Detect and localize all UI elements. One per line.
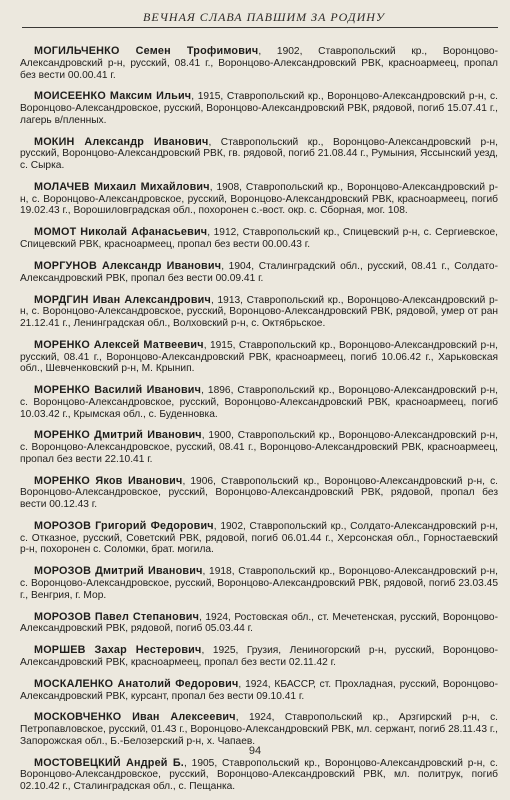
list-item [20,385,498,420]
person-details: , 1900, Ставропольский кр., Воронцово-Александровский р-н, с. Воронцово-Александровское, русский, 08.41 г., Воронцово-Александровский РВК, красноармеец, пропал без вести 22.10.41 г. [20,430,498,465]
list-item [20,137,498,172]
list-item [20,91,498,126]
person-details: , 1908, Ставропольский кр., Воронцово-Александровский р-н, с. Воронцово-Александровское, русский, Воронцово-Александровский РВК, красноармеец, погиб 19.02.43 г., Ворошиловградская обл., похоронен с.-вост. окр. с. Сборная, мог. 108. [20,182,498,217]
person-details: , Ставропольский кр., Воронцово-Александровский р-н, русский, Воронцово-Александровский РВК, гв. рядовой, погиб 21.08.44 г., Румыния, Яссынский уезд, с. Сырка. [20,136,498,172]
person-name: МОРШЕВ Захар Нестерович [34,644,202,657]
person-details: , 1896, Ставропольский кр., Воронцово-Александровский р-н, с. Воронцово-Александровское, русский, Воронцово-Александровский РВК, красноармеец, погиб 10.03.42 г., Крымская обл., с. Буденновка. [20,385,498,420]
person-name: МОРЕНКО Василий Иванович [34,384,202,397]
header-rule [22,27,498,28]
person-name: МОКИН Александр Иванович [34,135,209,148]
page-number: 94 [248,745,262,757]
person-name: МОСКОВЧЕНКО Иван Алексеевич [34,711,236,724]
person-details: , 1915, Ставропольский кр., Воронцово-Александровский р-н, русский, 08.41 г., Воронцово-Александровский РВК, красноармеец, погиб 10.06.42 г., Харьковская обл., Шевченковский р-н, М. Крынип. [20,339,498,375]
person-details: , 1913, Ставропольский кр., Воронцово-Александровский р-н, с. Воронцово-Александровское, русский, Воронцово-Александровский РВК, рядовой, умер от ран 21.12.41 г., Ленинградская обл., Волховский р-н, с. Октябрьское. [20,294,498,329]
person-name: МОРГУНОВ Александр Иванович [34,259,222,272]
person-name: МОРОЗОВ Павел Степанович [34,610,200,623]
person-name: МОИСЕЕНКО Максим Ильич [34,90,192,103]
person-name: МОРЕНКО Алексей Матвеевич [34,338,204,351]
list-item [20,758,498,793]
person-details: , 1925, Грузия, Лениногорский р-н, русский, Воронцово-Александровский РВК, красноармеец, пропал без вести 02.11.42 г. [20,645,498,668]
list-item [20,476,498,511]
list-item [20,645,498,668]
person-name: МОРОЗОВ Григорий Федорович [34,520,214,533]
entries-list [20,36,498,800]
list-item [20,46,498,81]
person-name: МОГИЛЬЧЕНКО Семен Трофимович [34,45,259,58]
person-details: , 1912, Ставропольский кр., Спицевский р-н, с. Сергиевское, Спицевский РВК, красноармеец, пропал без вести 00.00.43 г. [20,227,499,251]
person-details: , 1905, Ставропольский кр., Воронцово-Александровский р-н, с. Воронцово-Александровское, русский, Воронцово-Александровский РВК, мл. политрук, погиб 02.10.42 г., Сталинградская обл., с. Пещанка. [20,757,498,793]
person-details: , 1918, Ставропольский кр., Воронцово-Александровский р-н, с. Воронцово-Александровское, русский, Воронцово-Александровский РВК, рядовой, погиб 23.03.45 г., Венгрия, г. Мор. [20,566,499,601]
person-details: , 1924, КБАССР, ст. Прохладная, русский, Воронцово-Александровский РВК, курсант, пропал без вести 09.10.41 г. [20,678,498,702]
list-item [20,261,498,284]
person-details: , 1906, Ставропольский кр., Воронцово-Александровский р-н, с. Воронцово-Александровское, русский, Воронцово-Александровский РВК, рядовой, пропал без вести 00.12.43 г. [20,475,498,511]
person-name: МОРДГИН Иван Александрович [34,293,211,306]
list-item [20,340,498,375]
person-details: , 1904, Сталинградский обл., русский, 08.41 г., Солдато-Александровский РВК, пропал без вести 00.09.41 г. [20,260,498,284]
person-name: МОСТОВЕЦКИЙ Андрей Б. [34,756,184,769]
list-item [20,566,498,601]
list-item [20,295,498,330]
person-name: МОРОЗОВ Дмитрий Иванович [34,565,203,578]
person-name: МОМОТ Николай Афанасьевич [34,226,208,239]
list-item [20,679,498,702]
person-details: , 1902, Ставропольский кр., Воронцово-Александровский р-н, русский, 08.41 г., Воронцово-Александровский РВК, красноармеец, пропал без вести 00.00.41 г. [20,46,498,81]
list-item [20,521,498,556]
person-details: , 1924, Ростовская обл., ст. Мечетенская, русский, Воронцово-Александровский РВК, рядовой, погиб 05.03.44 г. [20,611,498,635]
list-item [20,227,498,250]
list-item [20,430,498,465]
person-details: , 1915, Ставропольский кр., Воронцово-Александровский р-н, с. Воронцово-Александровское, русский, Воронцово-Александровский РВК, рядовой, погиб 15.07.41 г., лагерь в/пленных. [20,91,498,126]
list-item [20,182,498,217]
person-name: МОРЕНКО Дмитрий Иванович [34,429,202,442]
person-details: , 1924, Ставропольский кр., Арзгирский р-н, с. Петропавловское, русский, 01.43 г., Воронцово-Александровский РВК, мл. сержант, погиб 28.11.43 г., Запорожская обл., Б.-Белозерский р-н, х. Чапаев. [20,712,499,747]
running-header: ВЕЧНАЯ СЛАВА ПАВШИМ ЗА РОДИНУ [143,10,385,24]
person-name: МОРЕНКО Яков Иванович [34,474,183,487]
list-item [20,712,498,747]
person-name: МОЛАЧЕВ Михаил Михайлович [34,181,210,194]
list-item [20,612,498,635]
person-name: МОСКАЛЕНКО Анатолий Федорович [34,677,239,690]
person-details: , 1902, Ставропольский кр., Солдато-Александровский р-н, с. Отказное, русский, Советский РВК, рядовой, погиб 06.01.44 г., Херсонская обл., Горностаевский р-н, похоронен с. Соломки, брат. могила. [20,521,498,556]
